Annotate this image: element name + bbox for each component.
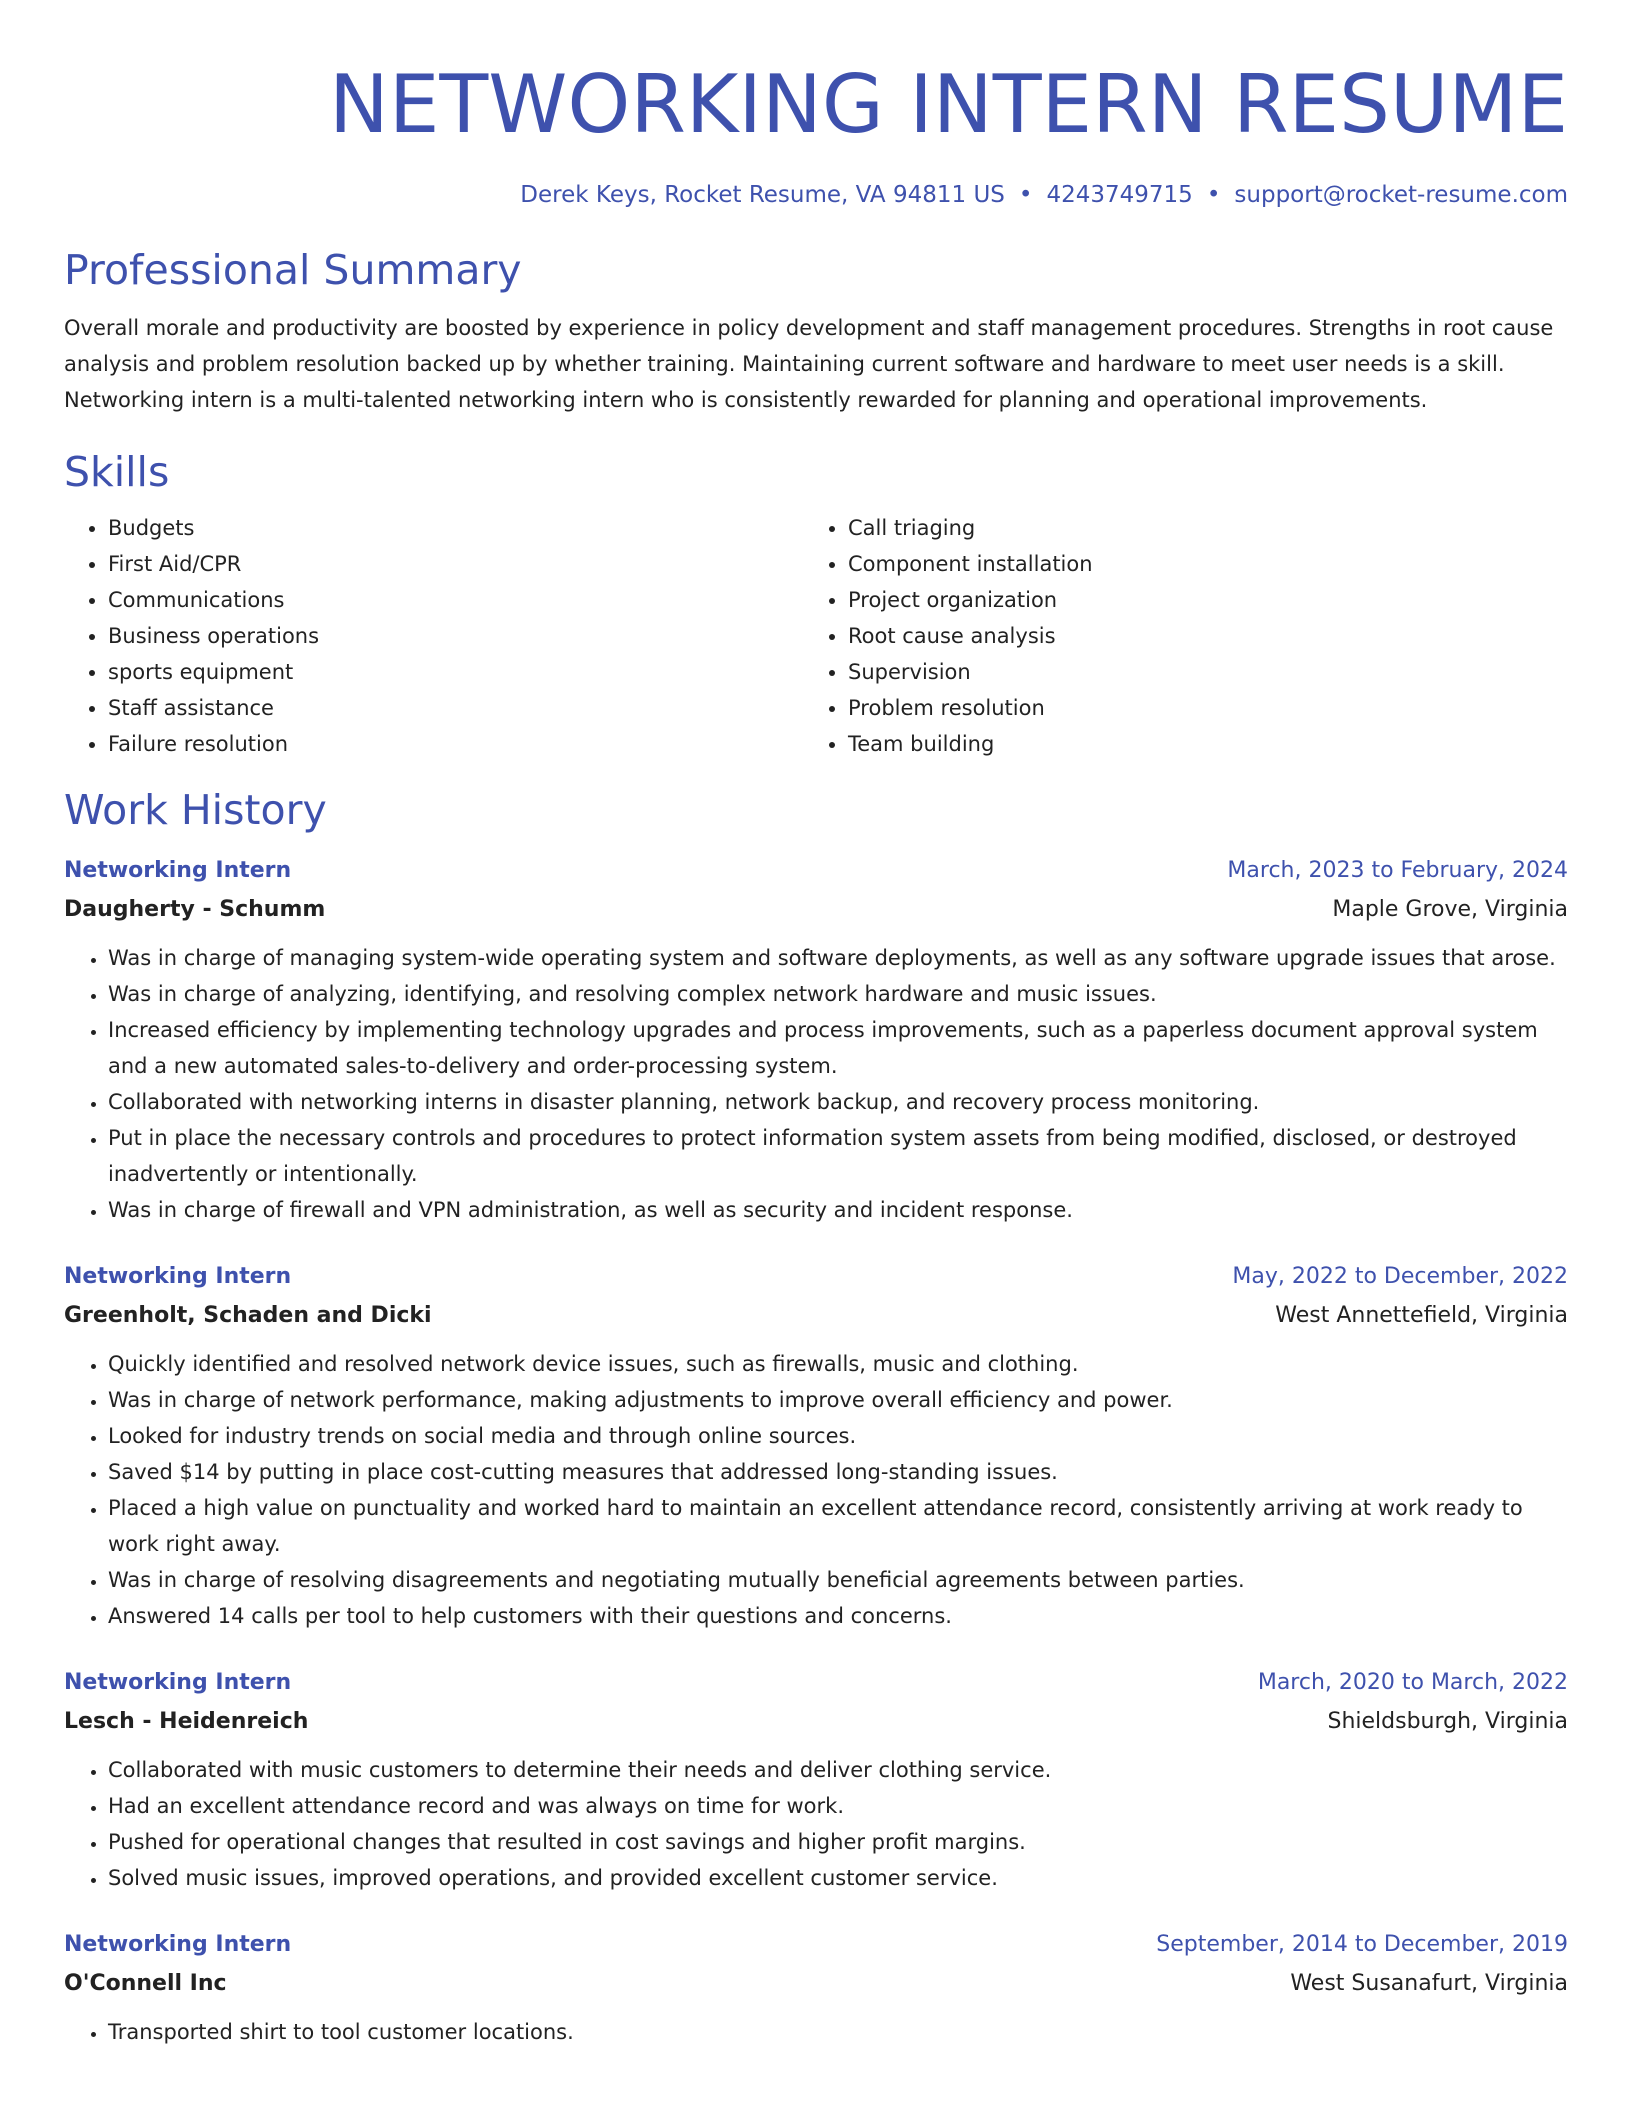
skills-left-list bbox=[64, 510, 804, 762]
skill-item: • Call triaging bbox=[848, 510, 1544, 546]
job-company: Greenholt, Schaden and Dicki bbox=[64, 1303, 432, 1328]
job-role: Networking Intern bbox=[64, 858, 292, 883]
job-bullets bbox=[64, 940, 1568, 1228]
summary-text: Overall morale and productivity are boosted by experience in policy development and staff management procedures. Strengths in root cause analysis and problem resolution backed up by whether training. Maintaining current software and hardware to meet user needs is a skill. Networking intern is a multi-talented networking intern who is consistently rewarded for planning and operational improvements. bbox=[64, 316, 1554, 412]
contact-separator: • bbox=[1018, 182, 1033, 208]
job-company: Daugherty - Schumm bbox=[64, 897, 326, 922]
job-bullet: • Was in charge of managing system-wide operating system and software deployments, as well as any software upgrade issues that arose. bbox=[108, 940, 1568, 976]
contact-email: support@rocket-resume.com bbox=[1234, 182, 1568, 208]
job-company: O'Connell Inc bbox=[64, 1971, 227, 1996]
contact-address: Derek Keys, Rocket Resume, VA 94811 US bbox=[520, 182, 1005, 208]
job-bullet: • Was in charge of network performance, making adjustments to improve overall efficiency and power. bbox=[108, 1382, 1568, 1418]
job-role: Networking Intern bbox=[64, 1264, 292, 1289]
job-bullet: • Was in charge of resolving disagreements and negotiating mutually beneficial agreements between parties. bbox=[108, 1562, 1568, 1598]
skill-item: • Budgets bbox=[108, 510, 804, 546]
skills-columns bbox=[64, 510, 1568, 762]
job-location: Shieldsburgh, Virginia bbox=[1327, 1709, 1568, 1734]
job-bullets bbox=[64, 1752, 1568, 1896]
job-bullets bbox=[64, 1346, 1568, 1634]
skill-item: • Failure resolution bbox=[108, 726, 804, 762]
contact-line bbox=[64, 178, 1568, 212]
job-bullet: • Transported shirt to tool customer locations. bbox=[108, 2014, 1568, 2050]
skill-item: • Component installation bbox=[848, 546, 1544, 582]
job-bullet: • Placed a high value on punctuality and worked hard to maintain an excellent attendance record, consistently arriving at work ready to work right away. bbox=[108, 1490, 1568, 1562]
job-role: Networking Intern bbox=[64, 1670, 292, 1695]
job-location: West Susanafurt, Virginia bbox=[1290, 1971, 1568, 1996]
skill-item: • First Aid/CPR bbox=[108, 546, 804, 582]
job-bullet: • Solved music issues, improved operations, and provided excellent customer service. bbox=[108, 1860, 1568, 1896]
job-dates: September, 2014 to December, 2019 bbox=[1156, 1932, 1568, 1957]
job-dates: March, 2023 to February, 2024 bbox=[1227, 858, 1568, 883]
resume-title: NETWORKING INTERN RESUME bbox=[329, 58, 1568, 151]
skill-item: • Staff assistance bbox=[108, 690, 804, 726]
job-bullet: • Pushed for operational changes that resulted in cost savings and higher profit margins. bbox=[108, 1824, 1568, 1860]
skills-right-list bbox=[804, 510, 1544, 762]
work-history-heading: Work History bbox=[64, 786, 327, 834]
skill-item: • Root cause analysis bbox=[848, 618, 1544, 654]
job-dates: March, 2020 to March, 2022 bbox=[1257, 1670, 1568, 1695]
job-entry bbox=[64, 1258, 1568, 1634]
job-bullet: • Looked for industry trends on social media and through online sources. bbox=[108, 1418, 1568, 1454]
skill-item: • Problem resolution bbox=[848, 690, 1544, 726]
job-company: Lesch - Heidenreich bbox=[64, 1709, 309, 1734]
job-location: West Annettefield, Virginia bbox=[1275, 1303, 1568, 1328]
job-bullet: • Was in charge of firewall and VPN administration, as well as security and incident response. bbox=[108, 1192, 1568, 1228]
job-bullet: • Put in place the necessary controls and procedures to protect information system assets from being modified, disclosed, or destroyed inadvertently or intentionally. bbox=[108, 1120, 1568, 1192]
job-location: Maple Grove, Virginia bbox=[1332, 897, 1568, 922]
job-role: Networking Intern bbox=[64, 1932, 292, 1957]
skill-item: • Project organization bbox=[848, 582, 1544, 618]
skill-item: • sports equipment bbox=[108, 654, 804, 690]
job-dates: May, 2022 to December, 2022 bbox=[1232, 1264, 1568, 1289]
job-bullet: • Increased efficiency by implementing technology upgrades and process improvements, such as a paperless document approval system and a new automated sales-to-delivery and order-processing system. bbox=[108, 1012, 1568, 1084]
summary-heading: Professional Summary bbox=[64, 246, 522, 294]
job-bullets bbox=[64, 2014, 1568, 2050]
contact-separator: • bbox=[1206, 182, 1221, 208]
skill-item: • Team building bbox=[848, 726, 1544, 762]
skill-item: • Communications bbox=[108, 582, 804, 618]
job-entry bbox=[64, 1664, 1568, 1896]
job-bullet: • Saved $14 by putting in place cost-cutting measures that addressed long-standing issues. bbox=[108, 1454, 1568, 1490]
job-bullet: • Collaborated with networking interns in disaster planning, network backup, and recovery process monitoring. bbox=[108, 1084, 1568, 1120]
skill-item: • Supervision bbox=[848, 654, 1544, 690]
job-bullet: • Quickly identified and resolved network device issues, such as firewalls, music and clothing. bbox=[108, 1346, 1568, 1382]
job-bullet: • Was in charge of analyzing, identifying, and resolving complex network hardware and music issues. bbox=[108, 976, 1568, 1012]
contact-phone: 4243749715 bbox=[1046, 182, 1193, 208]
job-entry bbox=[64, 852, 1568, 1228]
job-bullet: • Answered 14 calls per tool to help customers with their questions and concerns. bbox=[108, 1598, 1568, 1634]
job-bullet: • Collaborated with music customers to determine their needs and deliver clothing service. bbox=[108, 1752, 1568, 1788]
skill-item: • Business operations bbox=[108, 618, 804, 654]
job-bullet: • Had an excellent attendance record and was always on time for work. bbox=[108, 1788, 1568, 1824]
skills-heading: Skills bbox=[64, 448, 170, 496]
job-entry bbox=[64, 1926, 1568, 2050]
